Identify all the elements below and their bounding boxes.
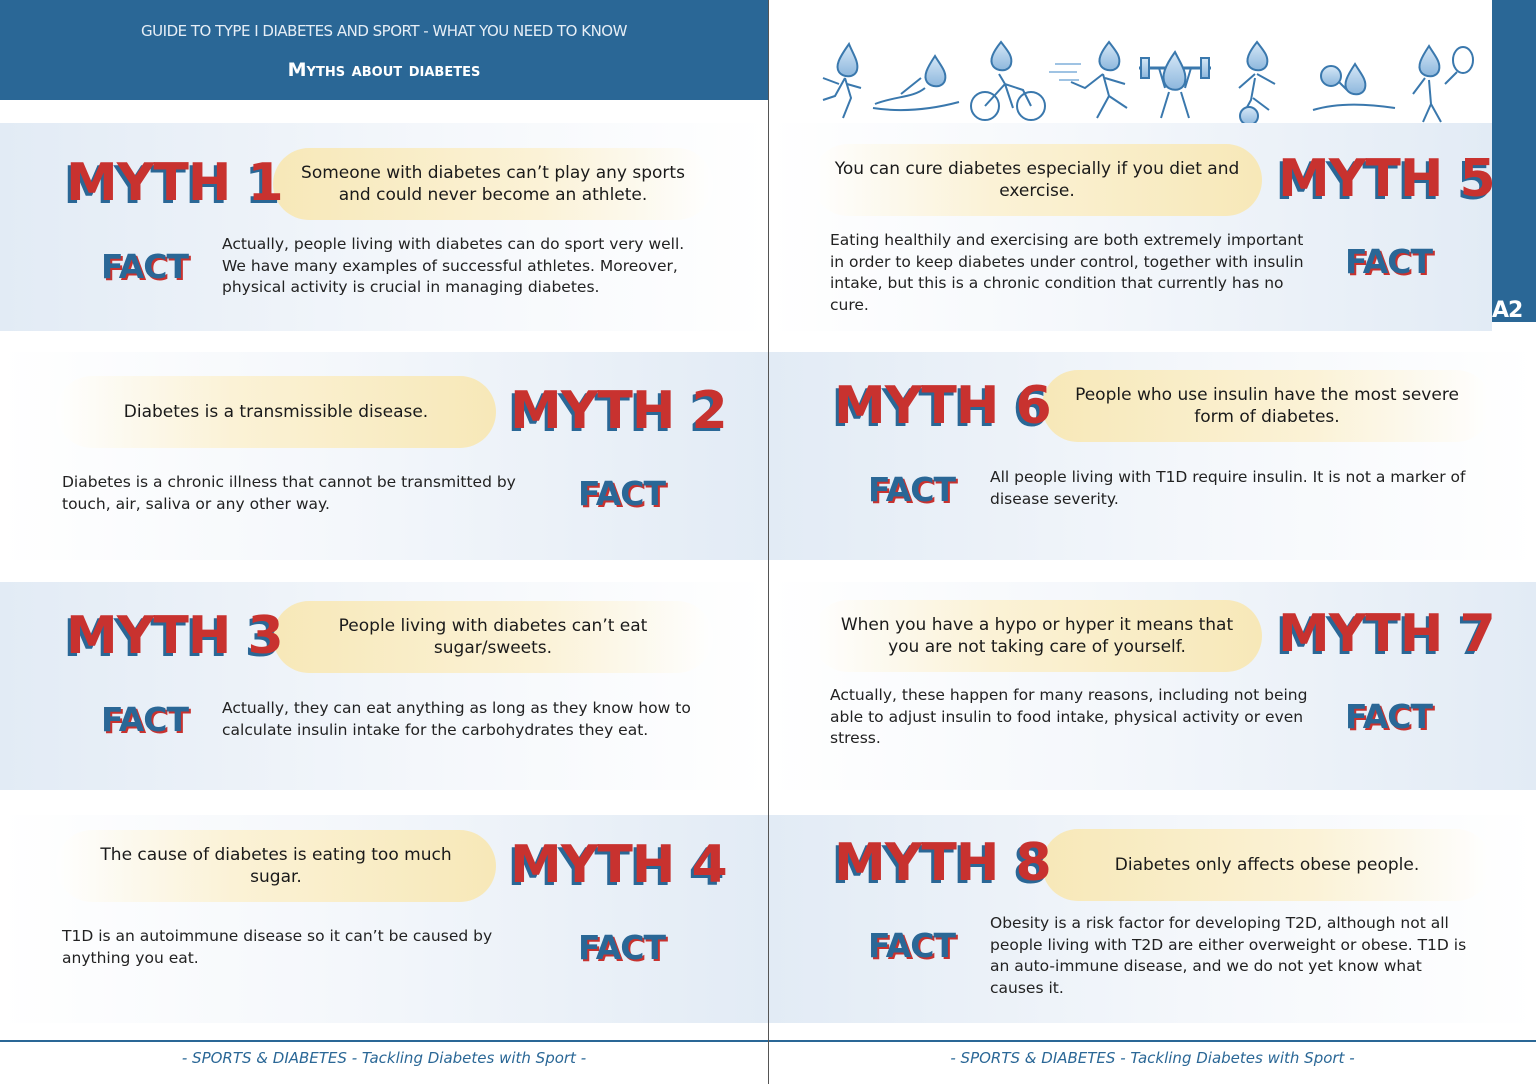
fact-4-text: T1D is an autoimmune disease so it can’t be caused by anything you eat. (62, 927, 493, 967)
fact-8-label: FACT (868, 926, 956, 965)
myth-4-statement: The cause of diabetes is eating too much sugar. (56, 830, 496, 902)
myth-1-statement: Someone with diabetes can’t play any sports and could never become an athlete. (273, 148, 713, 220)
fact-7-label: FACT (1345, 697, 1433, 736)
myth-3-statement: People living with diabetes can’t eat sugar/sweets. (273, 601, 713, 673)
water-polo-icon (1313, 64, 1395, 110)
tennis-icon (1413, 46, 1473, 122)
myth-1-label: MYTH 1 (66, 153, 283, 213)
myth-3-label: MYTH 3 (66, 606, 283, 666)
fact-3-label: FACT (101, 700, 189, 739)
fact-8-text: Obesity is a risk factor for developing T2D, although not all people living with T2D are either overweight or obese. T1D is an auto-immune disease, and we do not yet know what causes it. (990, 914, 1467, 997)
fact-1-label: FACT (101, 247, 189, 286)
running-icon (823, 44, 861, 118)
myth-6-label: MYTH 6 (834, 376, 1051, 436)
footer-left: - SPORTS & DIABETES - Tackling Diabetes with Sport - (181, 1049, 587, 1067)
fact-5-text: Eating healthily and exercising are both extremely important in order to keep diabetes under control, together with insulin intake, but this is a chronic condition that currently has no cure. (830, 231, 1304, 314)
fact-2-label: FACT (578, 474, 666, 513)
sports-icons-strip (809, 38, 1479, 128)
page-tag: A2 (1492, 298, 1523, 323)
footer-right: - SPORTS & DIABETES - Tackling Diabetes with Sport - (950, 1049, 1355, 1067)
footer-rule-left (0, 1040, 768, 1042)
fact-1-text: Actually, people living with diabetes can do sport very well. We have many examples of successful athletes. Moreover, physical activity is crucial in managing diabetes. (222, 235, 685, 296)
myth-4-label: MYTH 4 (510, 835, 727, 895)
fact-7-text: Actually, these happen for many reasons, including not being able to adjust insulin to food intake, physical activity or even stress. (830, 686, 1308, 747)
myth-7-label: MYTH 7 (1278, 604, 1495, 664)
myth-8-statement: Diabetes only affects obese people. (1042, 829, 1492, 901)
fact-2-text: Diabetes is a chronic illness that cannot be transmitted by touch, air, saliva or any other way. (62, 473, 516, 513)
myth-5-statement: You can cure diabetes especially if you diet and exercise. (812, 144, 1262, 216)
fact-6-text: All people living with T1D require insulin. It is not a marker of disease severity. (990, 468, 1466, 508)
myth-2-label: MYTH 2 (510, 381, 727, 441)
fact-3-text: Actually, they can eat anything as long as they know how to calculate insulin intake for the carbohydrates they eat. (222, 699, 691, 739)
fact-4-label: FACT (578, 928, 666, 967)
fact-5-label: FACT (1345, 242, 1433, 281)
cycling-icon (971, 42, 1045, 120)
footer-rule-right (769, 1040, 1536, 1042)
myth-6-statement: People who use insulin have the most severe form of diabetes. (1042, 370, 1492, 442)
myth-2-statement: Diabetes is a transmissible disease. (56, 376, 496, 448)
myth-5-label: MYTH 5 (1278, 149, 1495, 209)
header-band (0, 0, 768, 100)
weightlifting-icon (1139, 52, 1211, 118)
fact-6-label: FACT (868, 470, 956, 509)
sprinting-icon (1049, 42, 1127, 118)
swimming-icon (873, 56, 959, 110)
guide-title: GUIDE TO TYPE I DIABETES AND SPORT - WHAT YOU NEED TO KNOW (141, 22, 627, 40)
myth-7-statement: When you have a hypo or hyper it means that you are not taking care of yourself. (812, 600, 1262, 672)
football-icon (1239, 42, 1275, 125)
side-tab (1492, 0, 1536, 322)
myth-8-label: MYTH 8 (834, 833, 1051, 893)
page-title: Myths about diabetes (287, 59, 481, 81)
